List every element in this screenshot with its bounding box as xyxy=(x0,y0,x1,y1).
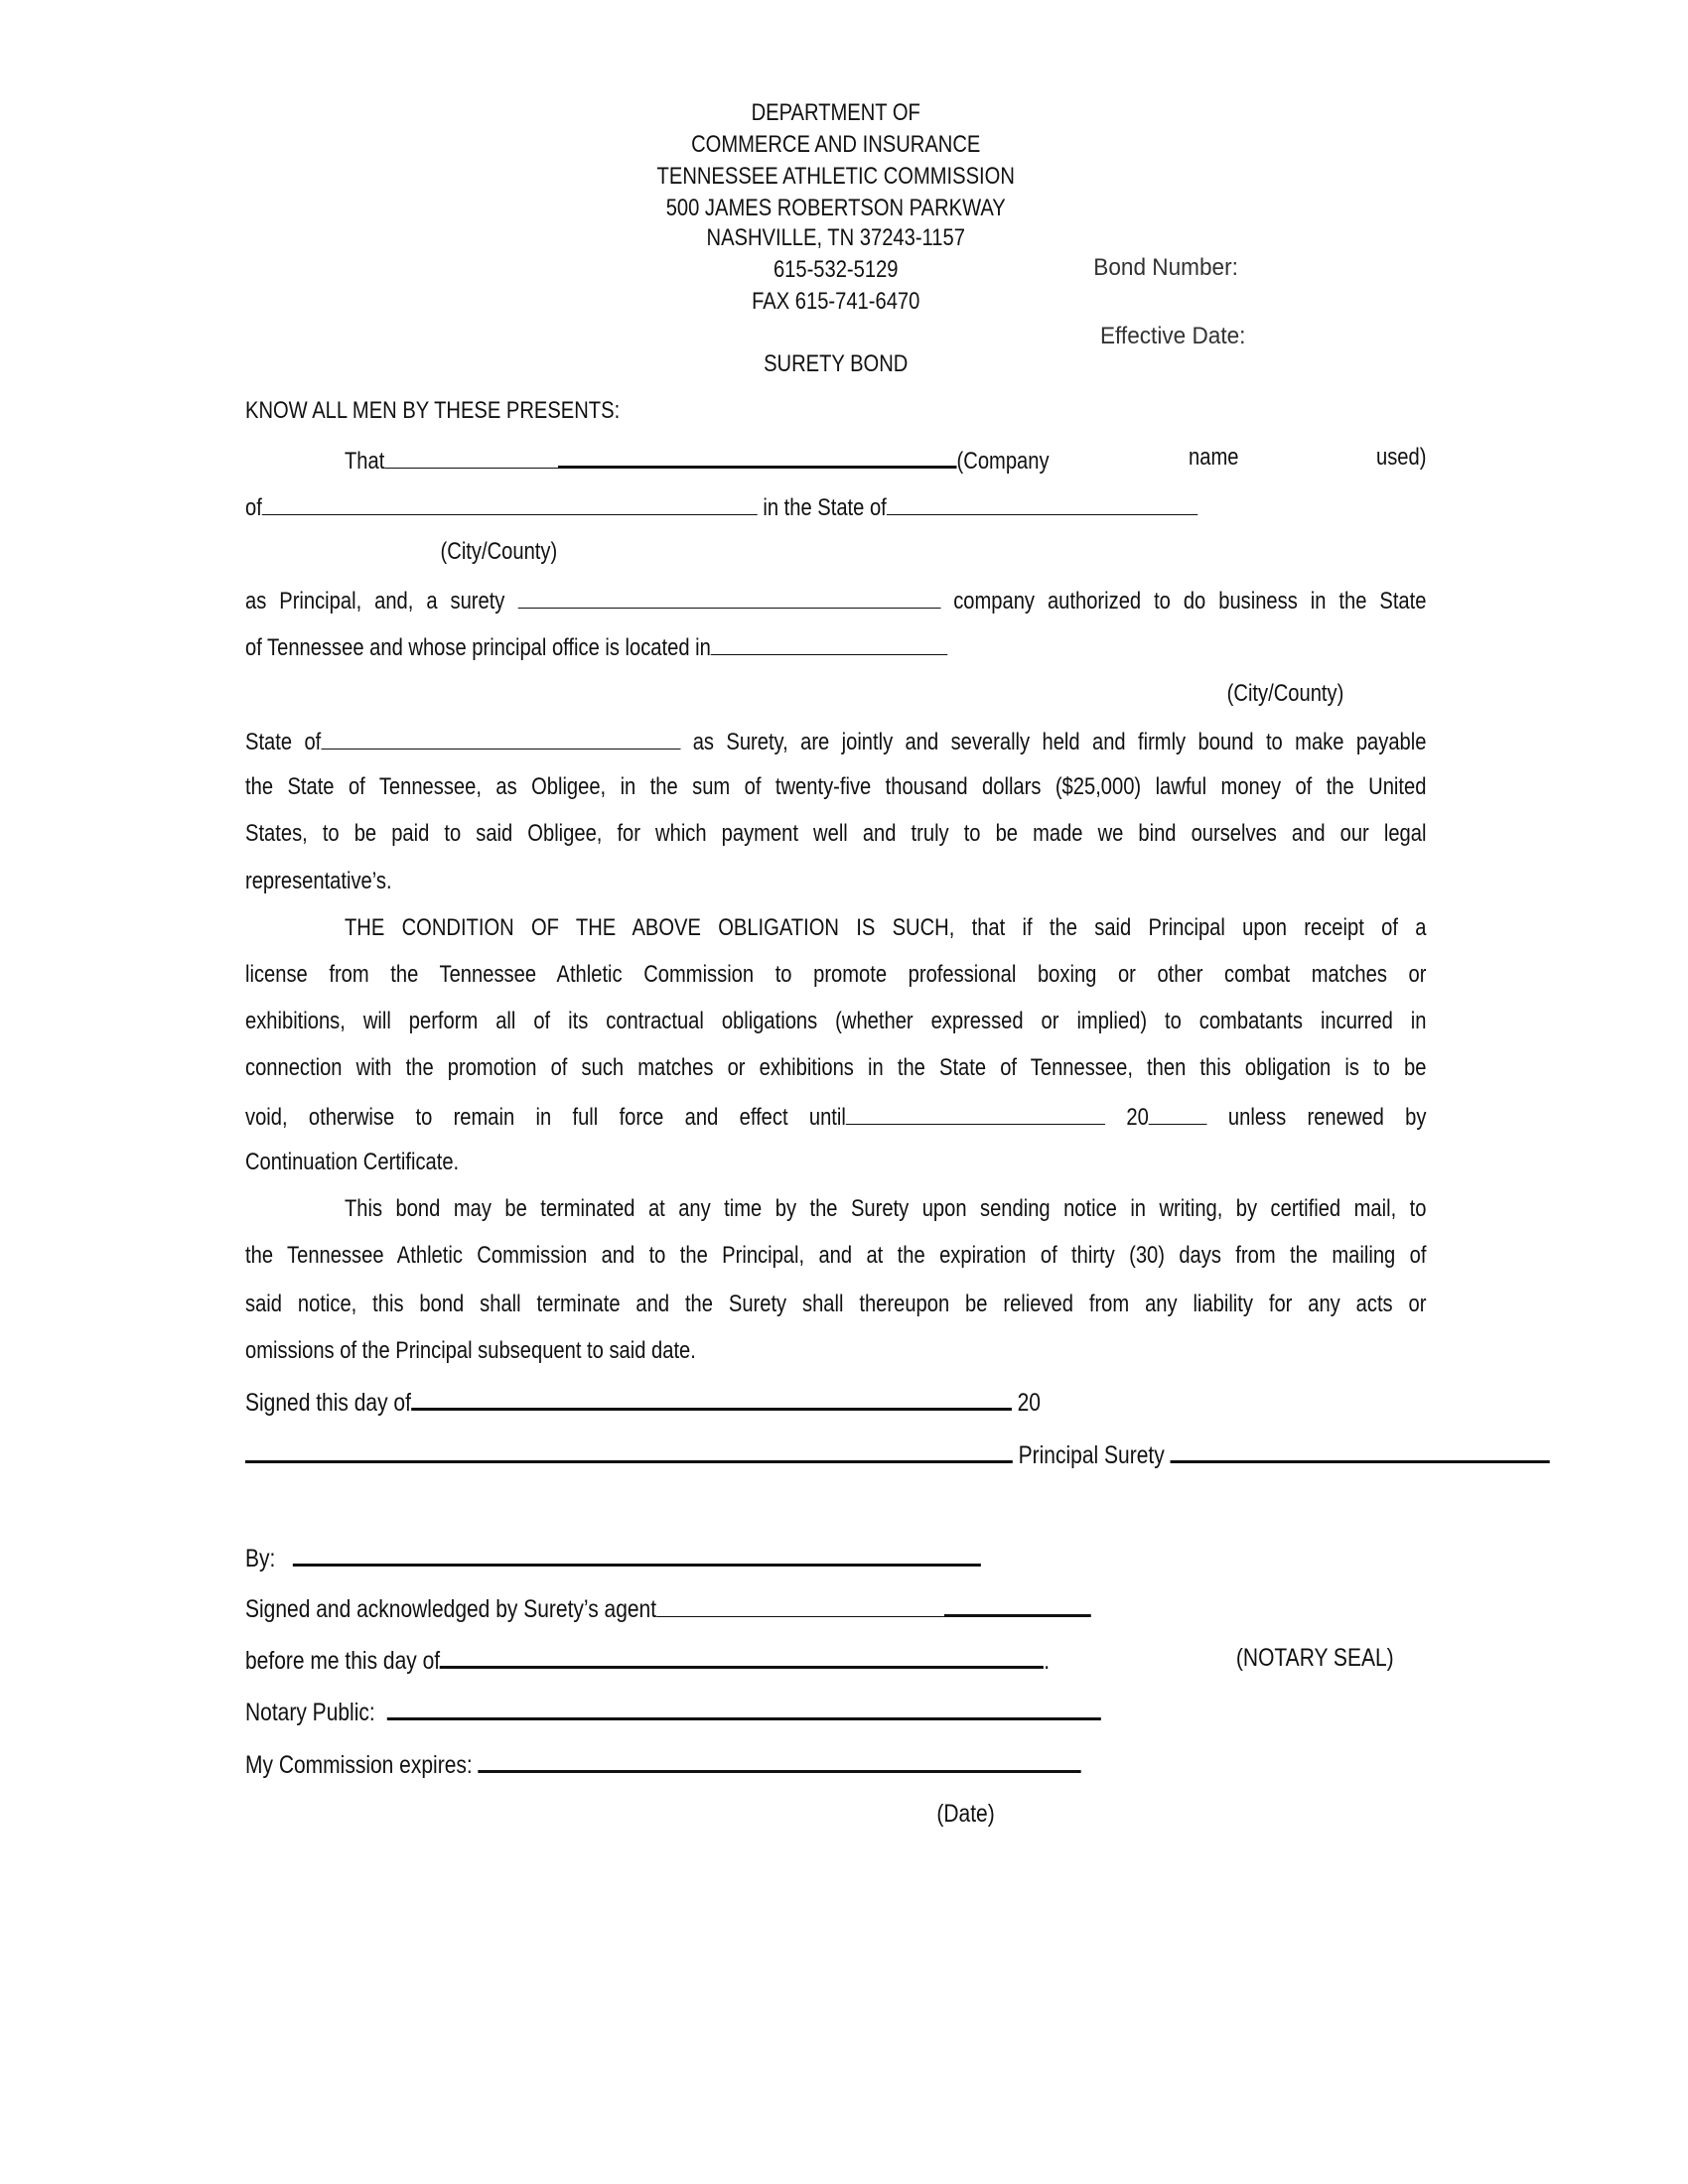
office-city-blank[interactable] xyxy=(711,632,948,655)
by-signature-blank[interactable] xyxy=(293,1542,981,1567)
notary-public-label: Notary Public: xyxy=(245,1699,375,1726)
office-text: of Tennessee and whose principal office is located in xyxy=(245,634,711,661)
paragraph-line: the Tennessee Athletic Commission and to the Principal, and at the expiration of thirty (30) days from the mailing of xyxy=(245,1242,1427,1269)
principal-surety-line xyxy=(245,1438,1550,1469)
header-line: FAX 615-741-6470 xyxy=(752,288,920,315)
name-label: name xyxy=(1189,444,1239,471)
signed-year-prefix: 20 xyxy=(1017,1389,1041,1417)
that-line xyxy=(344,444,1050,475)
city-county-blank[interactable] xyxy=(262,492,758,515)
intro-text: KNOW ALL MEN BY THESE PRESENTS: xyxy=(245,397,621,424)
agent-blank-b[interactable] xyxy=(944,1592,1091,1617)
notary-public-blank[interactable] xyxy=(386,1696,1100,1720)
until-year-blank[interactable] xyxy=(1149,1102,1207,1125)
effective-date-label: Effective Date: xyxy=(1100,323,1246,349)
in-state-of-label: in the State of xyxy=(763,494,887,521)
paragraph-line: Continuation Certificate. xyxy=(245,1149,460,1175)
by-label: By: xyxy=(245,1545,276,1572)
before-me-label: before me this day of xyxy=(245,1647,441,1675)
notary-seal-label: (NOTARY SEAL) xyxy=(1235,1644,1394,1672)
commission-expires-blank[interactable] xyxy=(479,1748,1081,1773)
of-label: of xyxy=(245,494,262,521)
paragraph-line: license from the Tennessee Athletic Commission to promote professional boxing or other combat matches or xyxy=(245,961,1427,988)
paragraph-line: the State of Tennessee, as Obligee, in the sum of twenty-five thousand dollars ($25,000) lawful money of the United xyxy=(245,773,1427,800)
used-label: used) xyxy=(1376,444,1427,471)
signed-day-line xyxy=(245,1386,1041,1417)
paragraph-line: representative’s. xyxy=(245,868,392,894)
signed-day-label: Signed this day of xyxy=(245,1389,411,1417)
header-line: NASHVILLE, TN 37243-1157 xyxy=(706,224,965,251)
state-blank[interactable] xyxy=(887,492,1197,515)
paragraph-line: States, to be paid to said Obligee, for which payment well and truly to be made we bind ourselves and our legal xyxy=(245,820,1427,847)
city-county-caption: (City/County) xyxy=(1226,680,1344,707)
surety-signature-blank[interactable] xyxy=(1171,1438,1550,1463)
as-surety-text: as Surety, are jointly and severally held and firmly bound to make payable xyxy=(692,729,1427,754)
state-of-line xyxy=(245,727,1426,754)
of-line xyxy=(245,492,1197,520)
company-name-blank-a[interactable] xyxy=(384,446,558,469)
by-line xyxy=(245,1542,981,1570)
bond-number-label: Bond Number: xyxy=(1093,254,1238,281)
header-line: 615-532-5129 xyxy=(773,256,899,283)
company-label: (Company xyxy=(956,448,1050,475)
state-of-label: State of xyxy=(245,729,322,754)
notary-public-line xyxy=(245,1696,1100,1726)
document-title: SURETY BOND xyxy=(764,350,909,377)
that-label: That xyxy=(344,448,385,475)
company-name-blank[interactable] xyxy=(558,444,957,469)
commission-expires-label: My Commission expires: xyxy=(245,1751,473,1779)
surety-line xyxy=(245,586,1426,614)
paragraph-line: said notice, this bond shall terminate and the Surety shall thereupon be relieved from any liability for any acts or xyxy=(245,1291,1427,1317)
paragraph-line: omissions of the Principal subsequent to said date. xyxy=(245,1337,696,1364)
surety-bond-document xyxy=(245,0,1426,2184)
header-line: 500 JAMES ROBERTSON PARKWAY xyxy=(665,195,1006,221)
principal-surety-label: Principal Surety xyxy=(1018,1441,1165,1469)
paragraph-line: THE CONDITION OF THE ABOVE OBLIGATION IS SUCH, that if the said Principal upon receipt of a xyxy=(344,914,1427,941)
principal-signature-blank[interactable] xyxy=(245,1438,1013,1463)
period: . xyxy=(1044,1647,1051,1675)
city-county-caption: (City/County) xyxy=(440,538,558,565)
until-line xyxy=(245,1102,1426,1130)
paragraph-line: exhibitions, will perform all of its contractual obligations (whether expressed or implied) to combatants incurred in xyxy=(245,1008,1427,1034)
surety-company-blank[interactable] xyxy=(517,586,940,609)
acknowledged-label: Signed and acknowledged by Surety’s agent xyxy=(245,1595,657,1623)
company-authorized-text: company authorized to do business in the State xyxy=(953,588,1427,614)
void-text: void, otherwise to remain in full force and effect until xyxy=(245,1104,846,1130)
acknowledged-line xyxy=(245,1592,1091,1623)
before-me-line xyxy=(245,1644,1051,1675)
date-caption: (Date) xyxy=(936,1800,995,1828)
before-me-blank[interactable] xyxy=(440,1644,1044,1669)
as-principal-text: as Principal, and, a surety xyxy=(245,588,505,614)
header-line: DEPARTMENT OF xyxy=(751,99,920,126)
signed-day-blank[interactable] xyxy=(411,1386,1012,1411)
commission-line xyxy=(245,1748,1081,1779)
paragraph-line: This bond may be terminated at any time by the Surety upon sending notice in writing, by certified mail, to xyxy=(344,1195,1427,1222)
year-prefix: 20 xyxy=(1126,1104,1149,1130)
paragraph-line: connection with the promotion of such matches or exhibitions in the State of Tennessee, then this obligation is to be xyxy=(245,1054,1427,1081)
agent-blank[interactable] xyxy=(656,1594,944,1617)
unless-text: unless renewed by xyxy=(1227,1104,1427,1130)
until-date-blank[interactable] xyxy=(846,1102,1105,1125)
header-line: TENNESSEE ATHLETIC COMMISSION xyxy=(656,163,1015,190)
header-line: COMMERCE AND INSURANCE xyxy=(691,131,981,158)
office-line xyxy=(245,632,947,660)
surety-state-blank[interactable] xyxy=(321,727,680,750)
